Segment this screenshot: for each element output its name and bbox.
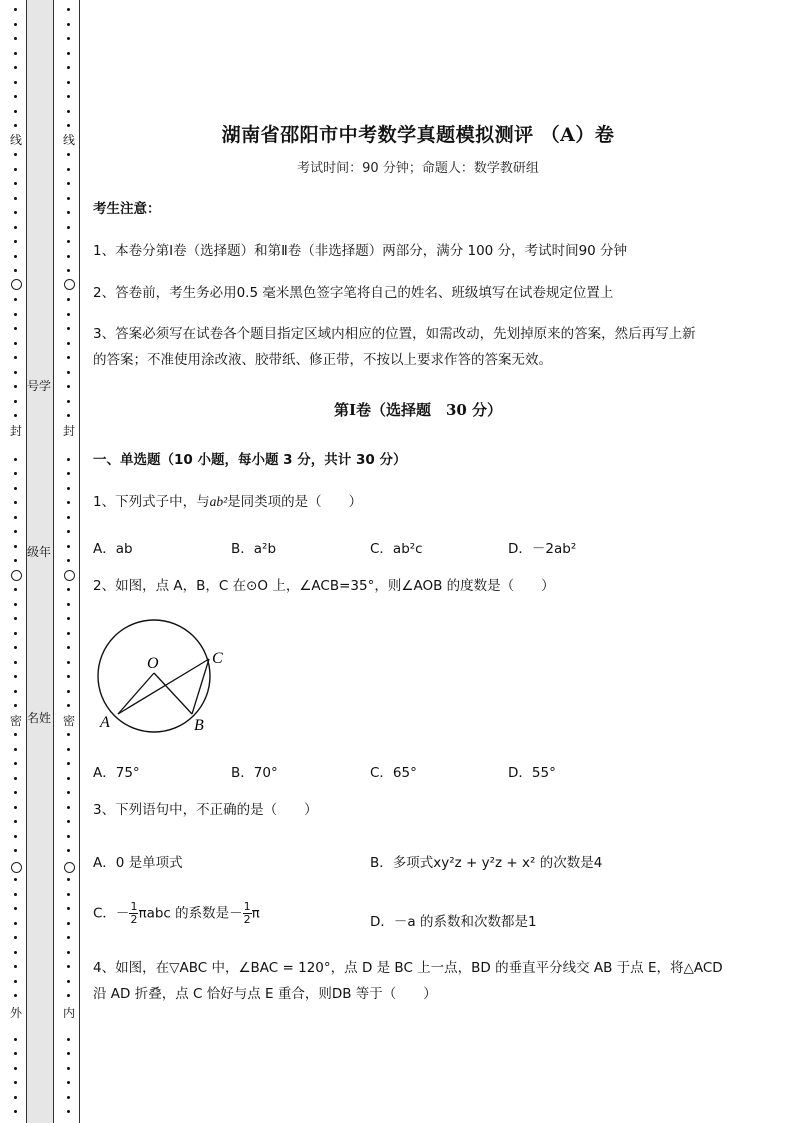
margin-dot [67, 472, 70, 475]
margin-dot [14, 777, 17, 780]
margin-dot [14, 994, 17, 997]
segment-ao [118, 673, 154, 714]
q2-option-a: A．75° [93, 765, 140, 781]
margin-dot [67, 893, 70, 896]
margin-circle [11, 279, 22, 290]
margin-dot [67, 327, 70, 330]
q3-option-b: B．多项式xy²z + y²z + x² 的次数是4 [370, 855, 603, 871]
segment-ob [154, 673, 192, 714]
margin-dot [67, 182, 70, 185]
segment-ac [118, 659, 209, 714]
margin-dot [14, 661, 17, 664]
margin-dot [67, 820, 70, 823]
margin-circle [11, 570, 22, 581]
margin-dot [14, 226, 17, 229]
label-b: B [194, 717, 204, 734]
margin-dot [67, 385, 70, 388]
q1-option-c: C．ab²c [370, 541, 423, 557]
margin-circle [64, 570, 75, 581]
margin-dot [14, 907, 17, 910]
margin-label-feng: 封 [9, 424, 22, 438]
margin-dot [14, 922, 17, 925]
margin-dot [14, 951, 17, 954]
margin-dot [67, 1096, 70, 1099]
q1-option-d: D．－2ab² [508, 541, 577, 557]
notice-item: 1、本卷分第Ⅰ卷（选择题）和第Ⅱ卷（非选择题）两部分，满分 100 分，考试时间90 分钟 [93, 243, 628, 259]
margin-dot [67, 777, 70, 780]
margin-dot [67, 951, 70, 954]
margin-dot [67, 980, 70, 983]
margin-dot [14, 8, 17, 11]
margin-label-feng: 封 [62, 424, 75, 438]
margin-circle [11, 862, 22, 873]
margin-dot [14, 52, 17, 55]
margin-dot [67, 110, 70, 113]
margin-dot [14, 240, 17, 243]
margin-dot [67, 806, 70, 809]
margin-dot [14, 1096, 17, 1099]
margin-dot [14, 588, 17, 591]
margin-dot [67, 849, 70, 852]
q2-option-b: B．70° [231, 765, 278, 781]
question-3-stem: 3、下列语句中，不正确的是（ ） [93, 802, 318, 818]
margin-dot [14, 733, 17, 736]
margin-dot [14, 820, 17, 823]
margin-dot [67, 52, 70, 55]
margin-dot [14, 835, 17, 838]
margin-dot [67, 994, 70, 997]
margin-dot [14, 617, 17, 620]
margin-dot [67, 23, 70, 26]
margin-dot [14, 298, 17, 301]
margin-dot [14, 66, 17, 69]
section-title: 第Ⅰ卷（选择题 30 分） [333, 401, 503, 419]
margin-label-wai: 外 [9, 1006, 22, 1020]
margin-dot [67, 153, 70, 156]
label-c: C [212, 650, 223, 667]
margin-dot [14, 385, 17, 388]
margin-label-mi: 密 [62, 714, 75, 728]
margin-dot [14, 762, 17, 765]
margin-dot [14, 472, 17, 475]
margin-dot [14, 197, 17, 200]
margin-dot [14, 356, 17, 359]
margin-dot [14, 806, 17, 809]
margin-dot [14, 458, 17, 461]
margin-dot [67, 936, 70, 939]
label-o: O [147, 655, 159, 672]
margin-label-nei: 内 [62, 1006, 75, 1020]
margin-dot [67, 255, 70, 258]
q3-option-d: D．－a 的系数和次数都是1 [370, 914, 537, 930]
margin-dot [67, 1081, 70, 1084]
margin-dot [14, 269, 17, 272]
margin-dot [14, 632, 17, 635]
margin-dot [14, 211, 17, 214]
margin-dot [67, 371, 70, 374]
page-title: 湖南省邵阳市中考数学真题模拟测评 （A）卷 [221, 124, 615, 146]
q1-option-a: A．ab [93, 541, 133, 557]
margin-dot [14, 1067, 17, 1070]
margin-dot [14, 791, 17, 794]
q3-option-c: C．－ $\frac{1}{2}$ πabc 的系数是－ $\frac{1}{2}$ π [93, 900, 260, 926]
margin-dot [67, 922, 70, 925]
margin-circle [64, 279, 75, 290]
margin-dot [67, 487, 70, 490]
margin-dot [14, 37, 17, 40]
field-label-name: 名姓 [27, 711, 52, 725]
margin-dot [67, 1067, 70, 1070]
margin-dot [67, 66, 70, 69]
question-4-stem-line1: 4、如图，在▽ABC 中，∠BAC = 120°，点 D 是 BC 上一点，BD 的垂直平分线交 AB 于点 E，将△ACD [93, 960, 723, 976]
margin-dot [14, 965, 17, 968]
notice-item: 3、答案必须写在试卷各个题目指定区域内相应的位置，如需改动，先划掉原来的答案，然后再写上新 [93, 326, 696, 342]
margin-dot [67, 704, 70, 707]
margin-dot [67, 37, 70, 40]
margin-dot [67, 603, 70, 606]
margin-dot [67, 226, 70, 229]
margin-dot [14, 516, 17, 519]
notice-heading: 考生注意： [93, 201, 161, 217]
question-2-stem: 2、如图，点 A，B，C 在⊙O 上，∠ACB=35°，则∠AOB 的度数是（ ） [93, 578, 555, 594]
margin-circle [64, 862, 75, 873]
margin-dot [14, 81, 17, 84]
margin-dot [67, 661, 70, 664]
margin-dot [14, 748, 17, 751]
question-4-stem-line2: 沿 AD 折叠，点 C 恰好与点 E 重合，则DB 等于（ ） [93, 986, 437, 1002]
circle-figure [92, 616, 242, 736]
margin-dot [14, 1052, 17, 1055]
margin-dot [14, 1038, 17, 1041]
q1-expr: ab² [209, 494, 228, 509]
margin-dot [14, 313, 17, 316]
margin-dot [67, 8, 70, 11]
margin-label-xian: 线 [62, 133, 75, 147]
margin-dot [14, 980, 17, 983]
margin-dot [14, 1081, 17, 1084]
margin-dot [67, 342, 70, 345]
margin-dot [14, 545, 17, 548]
margin-dot [67, 1110, 70, 1113]
margin-dot [14, 1110, 17, 1113]
margin-dot [14, 182, 17, 185]
margin-dot [67, 733, 70, 736]
margin-dot [14, 530, 17, 533]
margin-dot [67, 269, 70, 272]
margin-dot [14, 690, 17, 693]
margin-label-mi: 密 [9, 714, 22, 728]
margin-dot [14, 255, 17, 258]
margin-dot [67, 690, 70, 693]
margin-dot [67, 356, 70, 359]
margin-dot [67, 965, 70, 968]
notice-item: 2、答卷前，考生务必用0.5 毫米黑色签字笔将自己的姓名、班级填写在试卷规定位置上 [93, 285, 614, 301]
margin-dot [67, 1038, 70, 1041]
margin-dot [67, 835, 70, 838]
field-label-grade: 级年 [27, 545, 52, 559]
margin-dot [14, 342, 17, 345]
part-heading: 一、单选题（10 小题，每小题 3 分，共计 30 分） [93, 452, 407, 468]
margin-dot [67, 95, 70, 98]
margin-dot [14, 603, 17, 606]
margin-dot [67, 197, 70, 200]
margin-dot [67, 240, 70, 243]
margin-dot [67, 907, 70, 910]
margin-dot [14, 153, 17, 156]
margin-dot [67, 878, 70, 881]
margin-dot [14, 110, 17, 113]
margin-dot [67, 791, 70, 794]
margin-dot [14, 936, 17, 939]
margin-dot [14, 327, 17, 330]
margin-dot [67, 588, 70, 591]
q2-option-c: C．65° [370, 765, 417, 781]
margin-dot [67, 748, 70, 751]
margin-dot [14, 501, 17, 504]
margin-dot [14, 23, 17, 26]
margin-dot [67, 501, 70, 504]
margin-dot [67, 313, 70, 316]
margin-dot [14, 646, 17, 649]
q3-option-a: A．0 是单项式 [93, 855, 183, 871]
margin-dot [67, 458, 70, 461]
margin-dot [67, 617, 70, 620]
margin-label-xian: 线 [9, 133, 22, 147]
margin-dot [67, 211, 70, 214]
margin-dot [67, 530, 70, 533]
notice-item: 的答案；不准使用涂改液、胶带纸、修正带，不按以上要求作答的答案无效。 [93, 352, 552, 368]
margin-dot [67, 762, 70, 765]
margin-dot [67, 298, 70, 301]
margin-dot [67, 545, 70, 548]
margin-dot [14, 559, 17, 562]
margin-dot [14, 487, 17, 490]
margin-dot [67, 632, 70, 635]
margin-dot [14, 371, 17, 374]
question-1-stem: 1、下列式子中，与ab²是同类项的是（ ） [93, 494, 363, 510]
margin-dot [14, 849, 17, 852]
margin-dot [67, 559, 70, 562]
margin-dot [67, 646, 70, 649]
margin-dot [67, 675, 70, 678]
margin-dot [67, 81, 70, 84]
circle-o [98, 620, 210, 732]
label-a: A [100, 714, 110, 731]
margin-dot [67, 516, 70, 519]
margin-dot [14, 893, 17, 896]
margin-dot [14, 95, 17, 98]
margin-dot [14, 704, 17, 707]
q1-option-b: B．a²b [231, 541, 277, 557]
q2-option-d: D．55° [508, 765, 556, 781]
margin-dot [67, 1052, 70, 1055]
margin-dot [14, 878, 17, 881]
exam-info: 考试时间：90 分钟；命题人：数学教研组 [297, 161, 539, 176]
field-label-student-number: 号学 [27, 379, 52, 393]
margin-dot [14, 675, 17, 678]
